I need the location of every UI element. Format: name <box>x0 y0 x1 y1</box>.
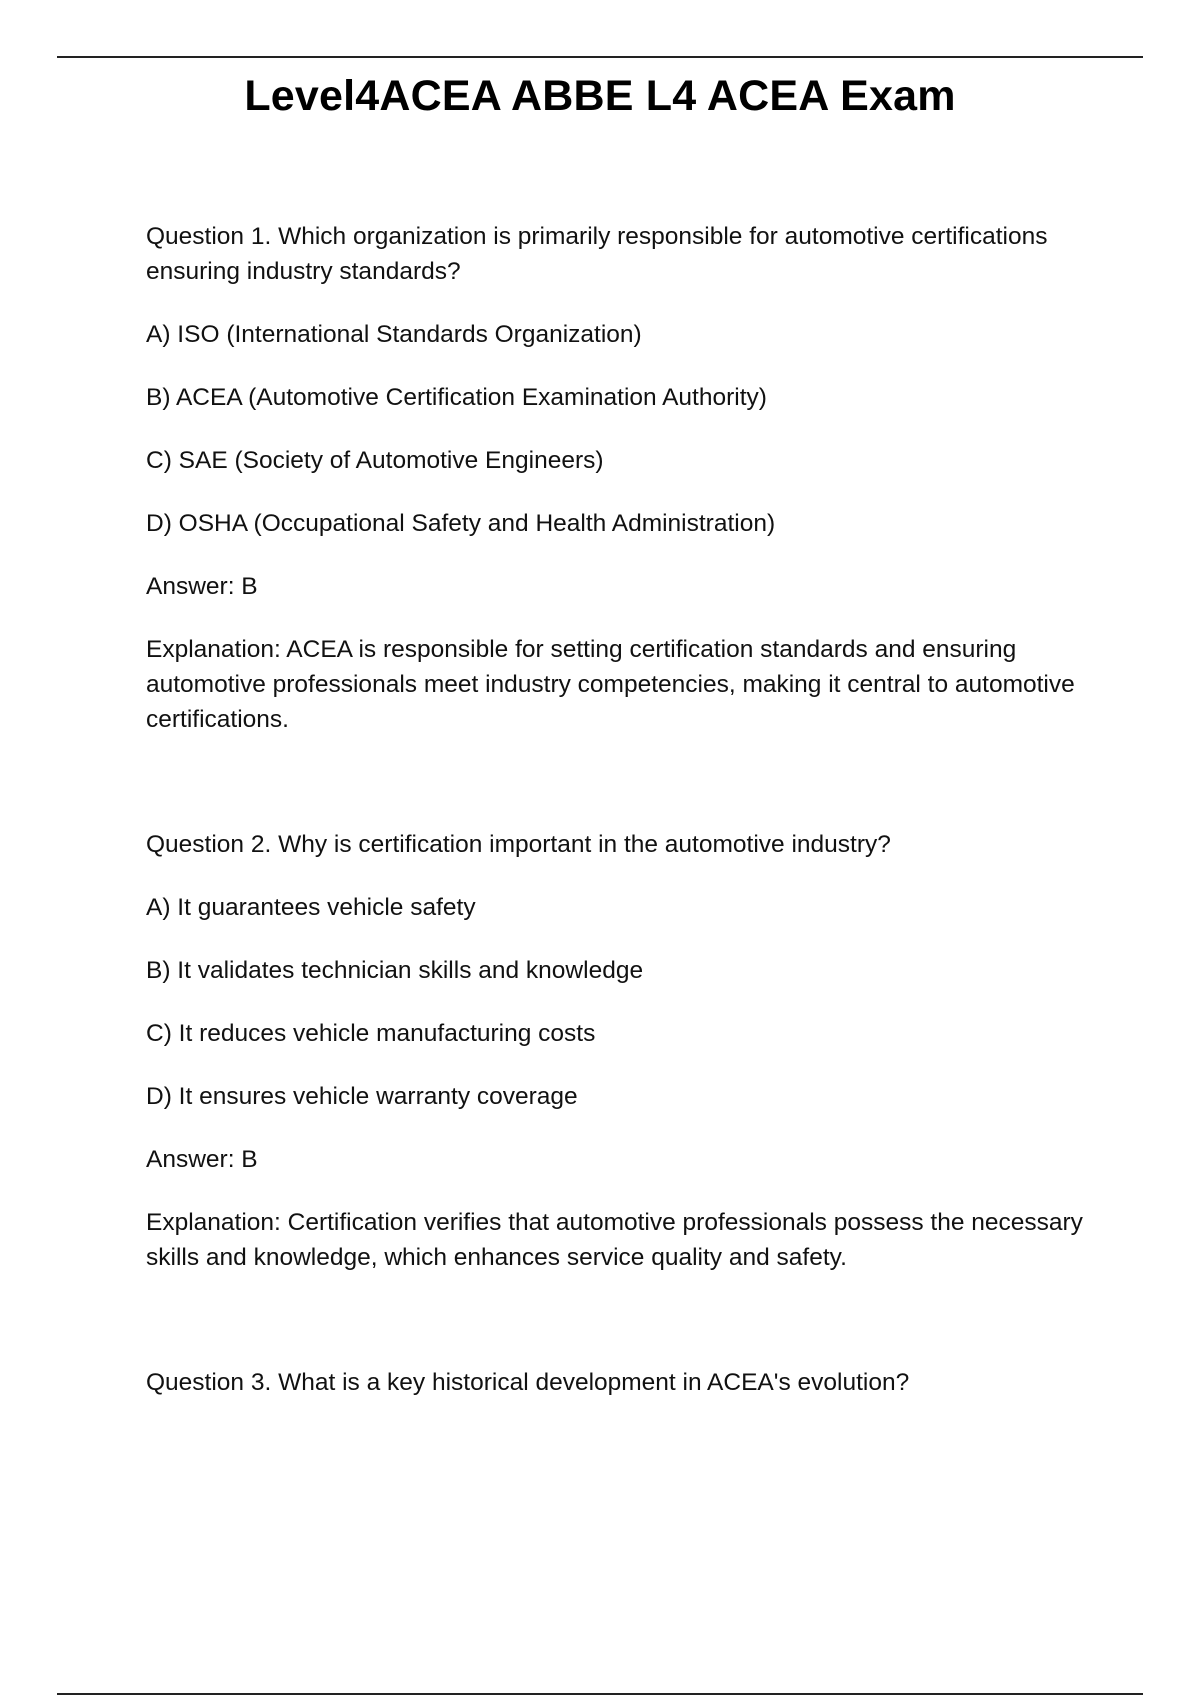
answer: Answer: B <box>146 1146 258 1173</box>
option-c: C) SAE (Society of Automotive Engineers) <box>146 447 604 474</box>
question-block-1 <box>146 219 1096 737</box>
bottom-divider <box>57 1693 1143 1695</box>
question-text: Question 3. What is a key historical development in ACEA's evolution? <box>146 1369 910 1396</box>
option-b: B) ACEA (Automotive Certification Examination Authority) <box>146 384 767 411</box>
top-divider <box>57 56 1143 58</box>
option-a: A) ISO (International Standards Organization) <box>146 321 642 348</box>
document-title: Level4ACEA ABBE L4 ACEA Exam <box>244 72 956 120</box>
question-block-2 <box>146 827 1096 1275</box>
question-block-3 <box>146 1365 1096 1400</box>
document-body <box>146 219 1096 1428</box>
option-b: B) It validates technician skills and knowledge <box>146 957 644 984</box>
option-d: D) OSHA (Occupational Safety and Health Administration) <box>146 510 776 537</box>
option-c: C) It reduces vehicle manufacturing costs <box>146 1020 596 1047</box>
question-text: Question 2. Why is certification important in the automotive industry? <box>146 831 891 858</box>
explanation: Explanation: Certification verifies that automotive professionals possess the necessary skills and knowledge, which enhances service quality and safety. <box>146 1209 1083 1271</box>
option-d: D) It ensures vehicle warranty coverage <box>146 1083 578 1110</box>
question-text: Question 1. Which organization is primarily responsible for automotive certifications ensuring industry standards? <box>146 223 1048 285</box>
answer: Answer: B <box>146 573 258 600</box>
option-a: A) It guarantees vehicle safety <box>146 894 476 921</box>
explanation: Explanation: ACEA is responsible for setting certification standards and ensuring automotive professionals meet industry competencies, making it central to automotive certifications. <box>146 636 1075 733</box>
